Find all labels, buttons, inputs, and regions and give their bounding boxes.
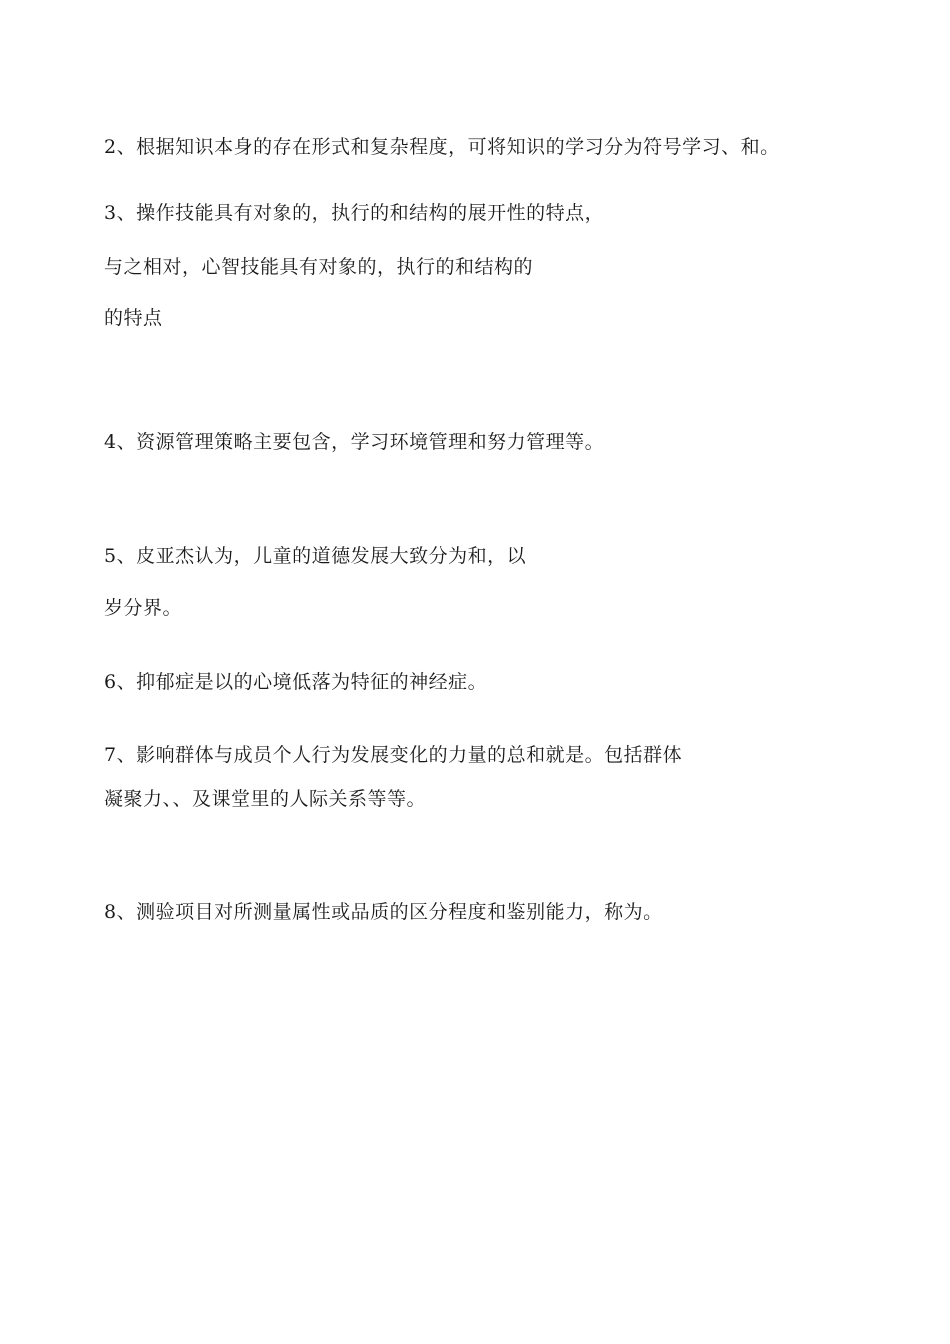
question-4-line-1: 4、资源管理策略主要包含，学习环境管理和努力管理等。 — [104, 431, 605, 453]
question-3-line-3: 的特点 — [104, 307, 163, 329]
question-3-line-2: 与之相对，心智技能具有对象的，执行的和结构的 — [104, 256, 534, 278]
question-3-line-1: 3、操作技能具有对象的，执行的和结构的展开性的特点， — [104, 202, 605, 224]
question-8-line-1: 8、测验项目对所测量属性或品质的区分程度和鉴别能力，称为。 — [104, 901, 663, 923]
question-2-line-1: 2、根据知识本身的存在形式和复杂程度，可将知识的学习分为符号学习、和。 — [104, 136, 780, 158]
question-7-line-1: 7、影响群体与成员个人行为发展变化的力量的总和就是。包括群体 — [104, 744, 683, 766]
question-5-line-1: 5、皮亚杰认为，儿童的道德发展大致分为和，以 — [104, 545, 527, 567]
question-7-line-2: 凝聚力、、及课堂里的人际关系等等。 — [104, 788, 427, 810]
question-6-line-1: 6、抑郁症是以的心境低落为特征的神经症。 — [104, 671, 488, 693]
question-5-line-2: 岁分界。 — [104, 597, 183, 619]
